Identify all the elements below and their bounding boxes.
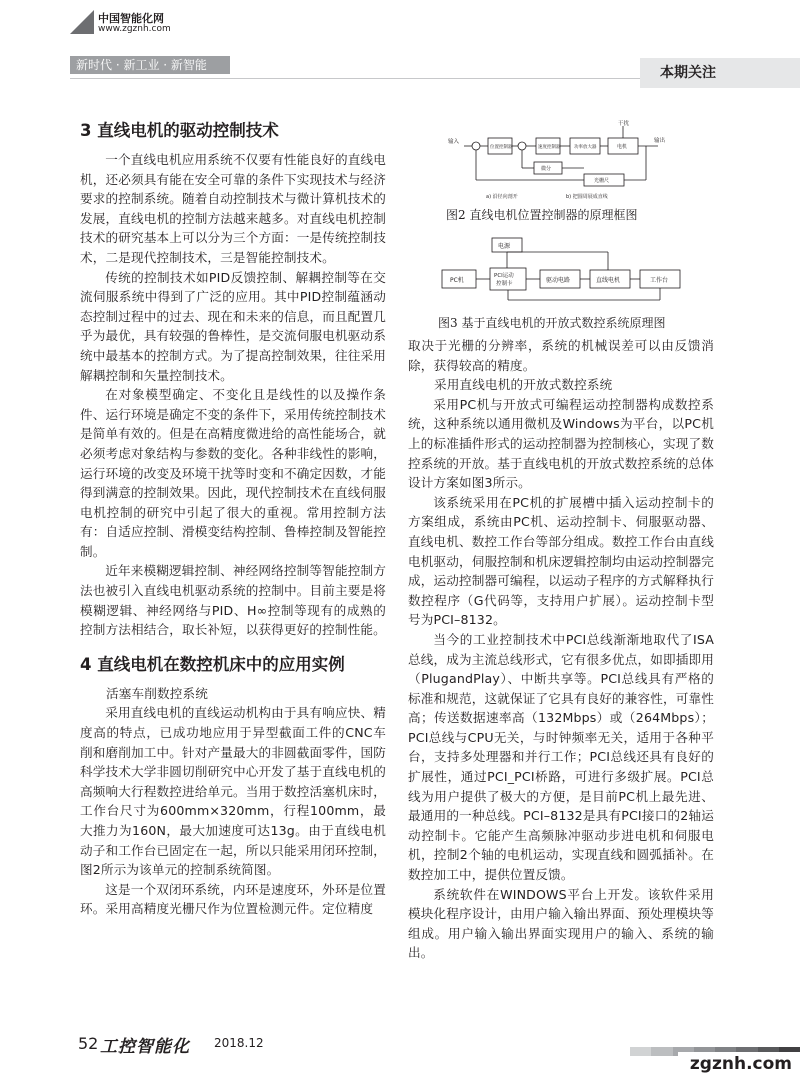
footer-gradient-bar [630,1041,800,1050]
fig2-block-scale: 光栅尺 [594,178,610,184]
sum-node [472,142,480,150]
footer-stripe [630,1047,651,1056]
fig2-block-pos: 位置控制器 [490,145,513,150]
sum-node [518,142,526,150]
fig3-pc-label: PC机 [450,277,464,284]
site-url: www.zgznh.com [98,24,171,34]
paragraph: 系统软件在WINDOWS平台上开发。该软件采用模块化程序设计，由用户输入输出界面、预处理模块等组成。用户输入输出界面实现用户的输入、系统的输出。 [408,886,714,961]
fig3-power-label: 电源 [498,243,511,250]
site-logo [70,10,220,54]
watermark: zgznh.com [678,1052,800,1076]
section-4-heading: 4 直线电机在数控机床中的应用实例 [80,654,345,674]
fig2-input-label: 输入 [448,139,460,145]
fig2-block-amp: 功率放大器 [574,145,597,150]
paragraph: 该系统采用在PC机的扩展槽中插入运动控制卡的方案组成，系统由PC机、运动控制卡、伺服驱动器、直线电机、数控工作台等部分组成。数控工作台由直线电机驱动，伺服控制和机床逻辑控制均由运动控制器完成，运动控制器可编程，以运动子程序的方式解释执行数控程序（G代码等，支持用户扩展）。运动控制卡型号为PCI–8132。 [408,494,714,628]
figure-3-diagram [440,234,684,306]
section-label: 本期关注 [640,58,800,88]
paragraph: 采用PC机与开放式可编程运动控制器构成数控系统，这种系统以通用微机及Windows为平台，以PC机上的标准插件形式的运动控制器为控制核心，实现了数控系统的开放。基于直线电机的开放式数控系统的总体设计方案如图3所示。 [408,396,714,491]
fig3-motor-label: 直线电机 [596,277,621,284]
figure-3-caption: 图3 基于直线电机的开放式数控系统原理图 [438,316,666,330]
fig3-table-label: 工作台 [650,277,669,284]
fig2-output-label: 输出 [654,138,666,144]
fig2-block-diff: 微分 [541,166,552,172]
paragraph: 这是一个双闭环系统，内环是速度环，外环是位置环。采用高精度光栅尺作为位置检测元件。定位精度 [80,881,386,917]
figure-2-diagram [446,120,676,206]
header-divider [70,78,640,79]
fig2-block-motor: 电机 [617,144,628,150]
logo-icon [70,10,94,34]
footer-stripe [651,1047,672,1056]
paragraph: 一个直线电机应用系统不仅要有性能良好的直线电机，还必须具有能在安全可靠的条件下实现技术与经济要求的控制系统。随着自动控制技术与微计算机技术的发展，直线电机的控制方法越来越多。对直线电机控制技术的研究基本上可以分为三个方面：一是传统控制技术，二是现代控制技术，三是智能控制技术。 [80,152,386,265]
paragraph: 传统的控制技术如PID反馈控制、解耦控制等在交流伺服系统中得到了广泛的应用。其中PID控制蕴涵动态控制过程中的过去、现在和未来的信息，而且配置几乎为最优，具有较强的鲁棒性，是交流伺服电机驱动系统中最基本的控制方式。为了提高控制效果，往往采用解耦控制和矢量控制技术。 [80,269,386,383]
figure-2-caption: 图2 直线电机位置控制器的原理框图 [446,208,638,222]
paragraph: 在对象模型确定、不变化且是线性的以及操作条件、运行环境是确定不变的条件下，采用传统控制技术是简单有效的。但是在高精度微进给的高性能场合，就必须考虑对象结构与参数的变化。各种非线性的影响，运行环境的改变及环境干扰等时变和不确定因数，才能得到满意的控制效果。因此，现代控制技术在直线伺服电机控制的研究中引起了很大的重视。常用控制方法有：自适应控制、滑模变结构控制、鲁棒控制及智能控制。 [80,387,386,559]
section-3-heading: 3 直线电机的驱动控制技术 [80,121,279,140]
page-number: 52 [78,1034,99,1053]
slogan-bar: 新时代 · 新工业 · 新智能 [70,56,230,74]
magazine-name: 工控智能化 [100,1037,190,1057]
paragraph: 取决于光栅的分辨率，系统的机械误差可以由反馈消除，获得较高的精度。 [408,338,714,373]
paragraph: 当今的工业控制技术中PCI总线渐渐地取代了ISA总线，成为主流总线形式，它有很多优点，如即插即用（PlugandPlay）、中断共享等。PCI总线具有严格的标准和规范，这就保证了它具有良好的兼容性，可靠性高；传送数据速率高（132Mbps）或（264Mbps）；PCI总线与CPU无关，与时钟频率无关，适用于各种平台，支持多处理器和并行工作；PCI总线还具有良好的扩展性，通过PCI_PCI桥路，可进行多级扩展。PCI总线为用户提供了极大的方便，是目前PC机上最先进、最通用的一种总线。PCI–8132是具有PCI接口的2轴运动控制卡。它能产生高频脉冲驱动步进电机和伺服电机，控制2个轴的电机运动，实现直线和圆弧插补。在数控加工中，提供位置反馈。 [408,631,714,883]
left-column [80,118,386,919]
fig2-note-a: a) 沿径向剖开 [486,194,518,200]
fig2-note-b: b) 把圆周展成直线 [566,194,608,200]
paragraph: 采用直线电机的直线运动机构由于具有响应快、精度高的特点，已成功地应用于异型截面工件的CNC车削和磨削加工中。针对产量最大的非圆截面零件，国防科学技术大学非圆切削研究中心开发了基于直线电机的高频响大行程数控进给单元。当用于数控活塞机床时，工作台尺寸为600mm×320mm，行程100mm，最大推力为160N，最大加速度可达13g。由于直线电机动子和工作台已固定在一起，所以只能采用闭环控制，图2所示为该单元的控制系统简图。 [80,705,386,878]
fig2-disturb-label: 干扰 [618,121,630,127]
fig3-driver-label: 驱动电路 [546,277,571,284]
fig2-block-speed: 速度控制器 [538,145,561,150]
subheading: 采用直线电机的开放式数控系统 [434,377,613,393]
fig3-card-label-1: PCI运动 [494,273,514,279]
subheading: 活塞车削数控系统 [106,685,208,701]
paragraph: 近年来模糊逻辑控制、神经网络控制等智能控制方法也被引入直线电机驱动系统的控制中。目前主要是将模糊逻辑、神经网络与PID、H∞控制等现有的成熟的控制方法相结合，取长补短，以获得更好的控制性能。 [80,563,386,638]
fig3-card-label-2: 控制卡 [496,281,513,287]
issue-date: 2018.12 [214,1036,264,1050]
site-name: 中国智能化网 [98,12,164,25]
right-column [408,336,714,963]
